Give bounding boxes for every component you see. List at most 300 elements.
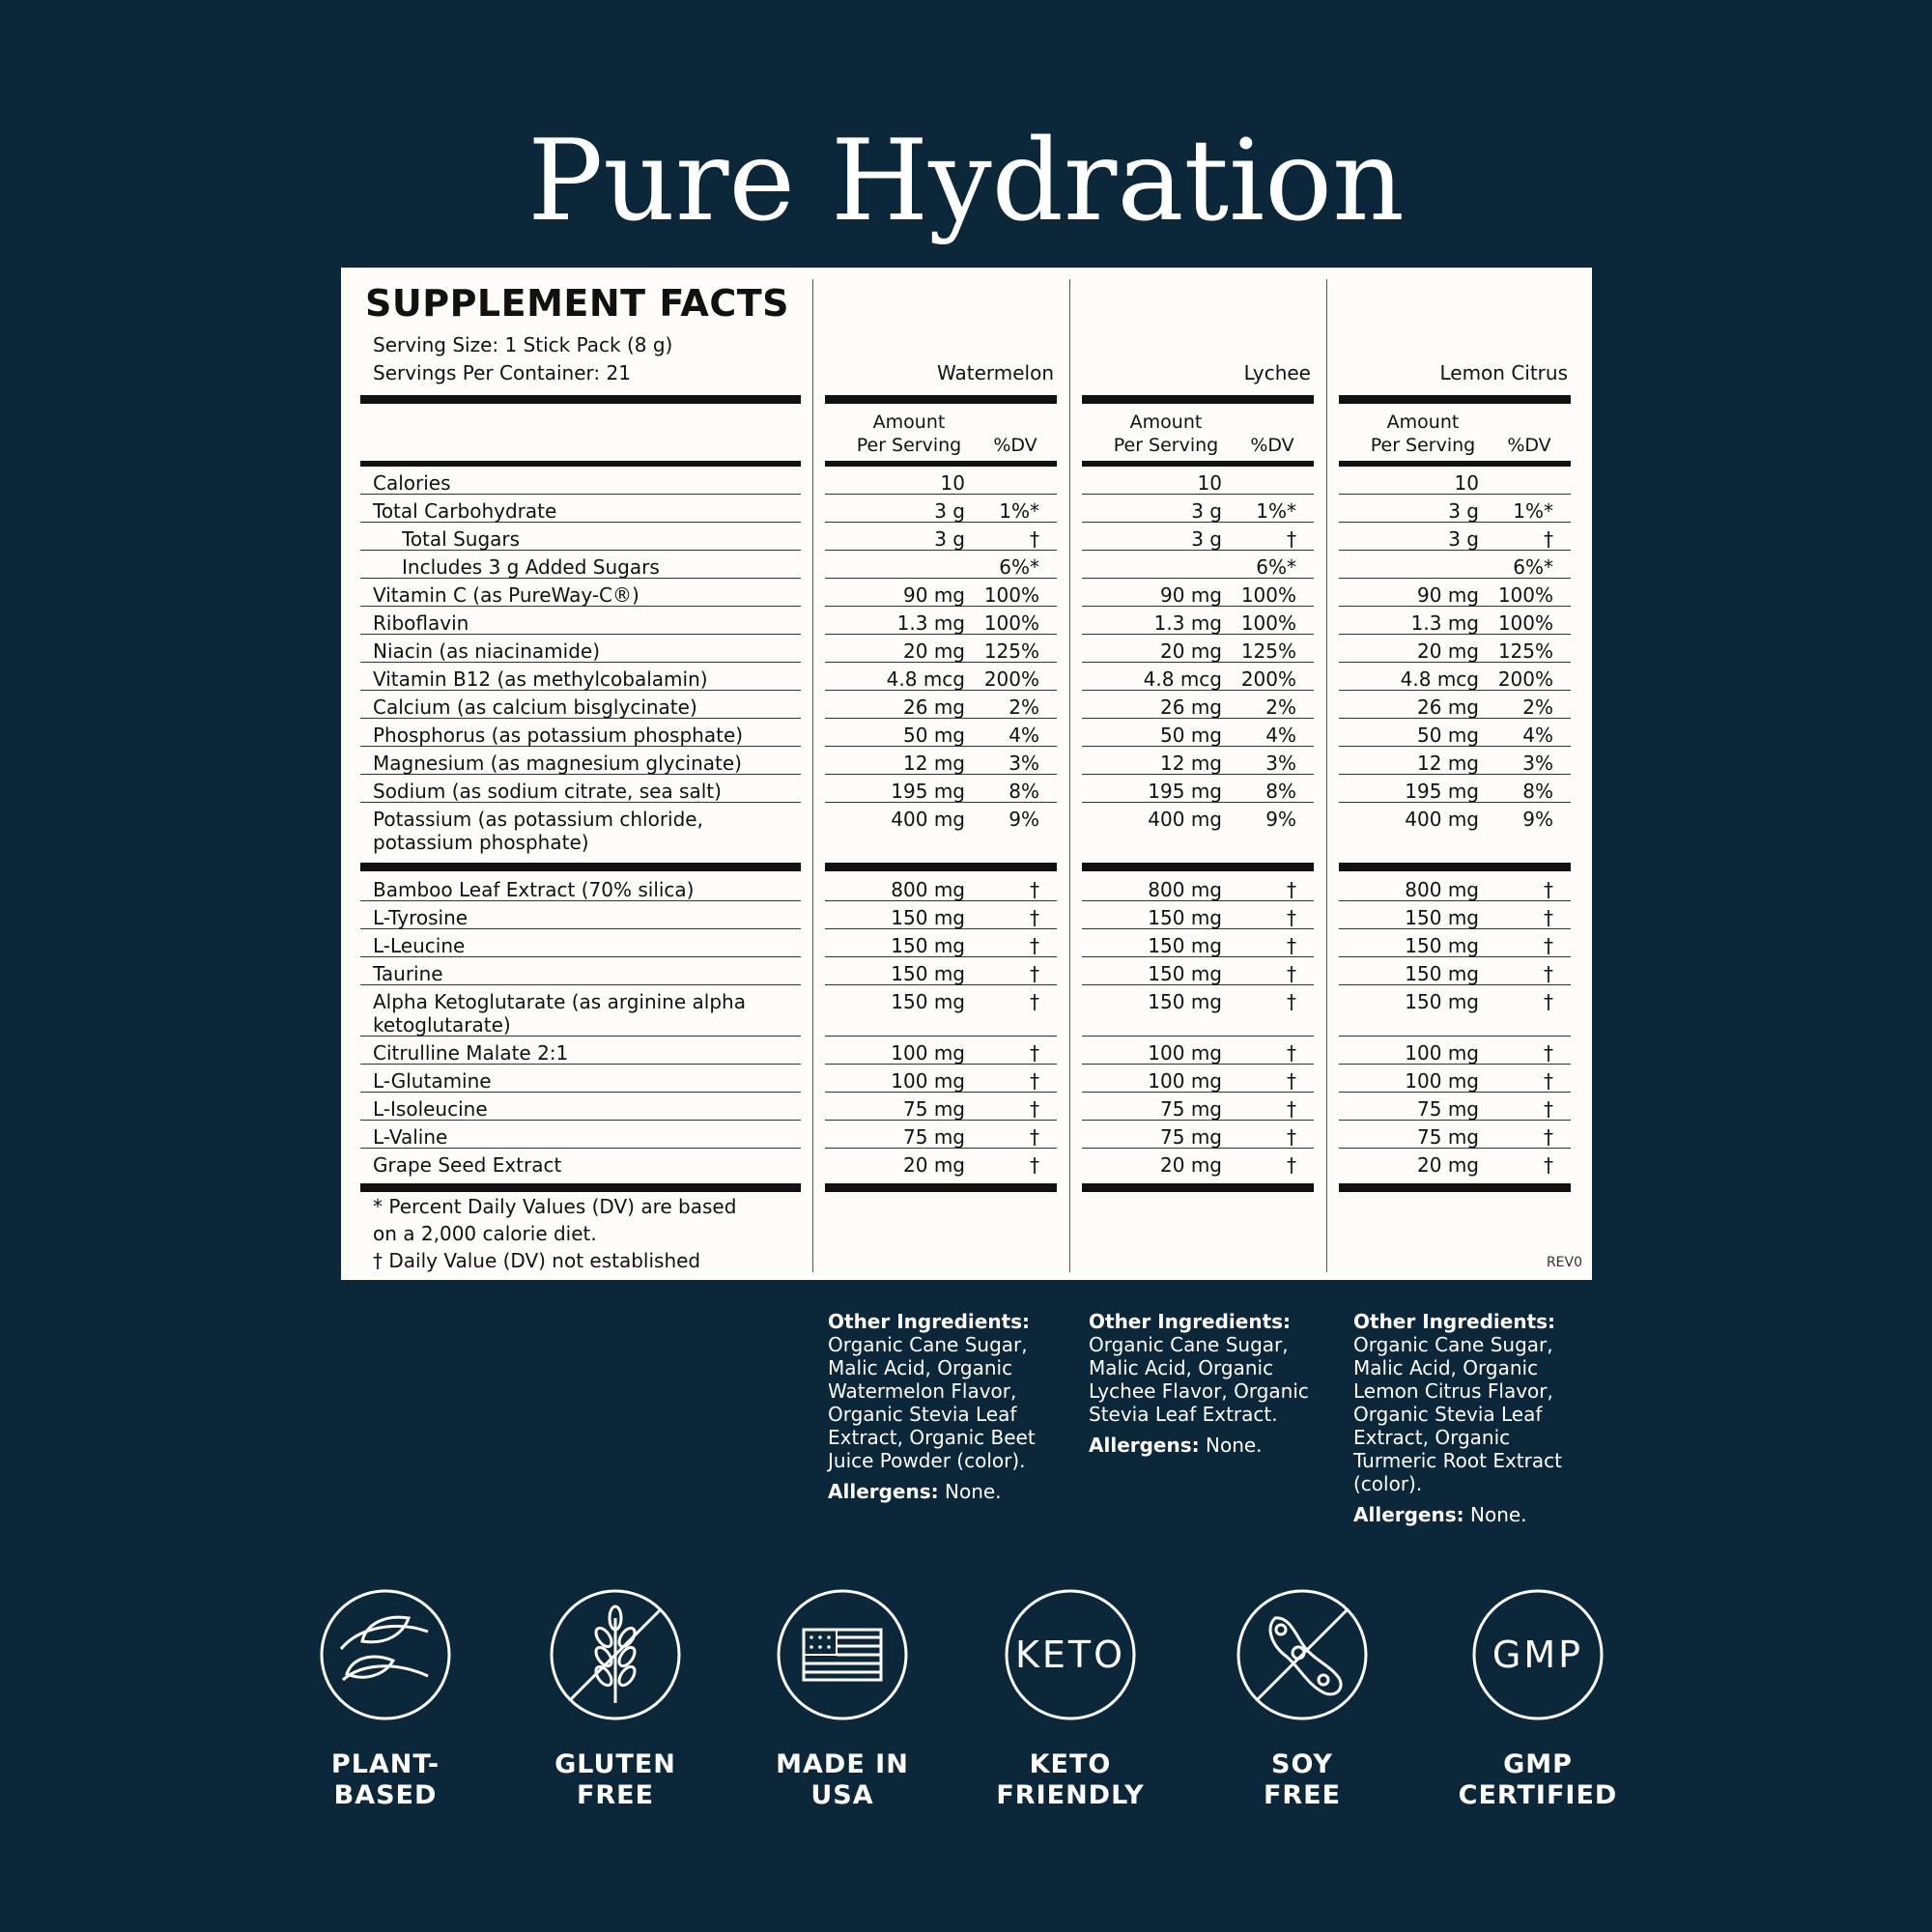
ingredients-watermelon [828, 1310, 1069, 1511]
nutrient-value-cell [825, 803, 1057, 854]
badge-gmp-certified [1441, 1589, 1634, 1811]
nutrient-value-cell [1082, 523, 1314, 551]
flavor-lychee: Lychee [1243, 361, 1311, 384]
allergens-text: None. [1206, 1434, 1263, 1457]
nutrient-value-cell [825, 551, 1057, 579]
badge-line2: FRIENDLY [996, 1780, 1145, 1810]
badge-made-in-usa [746, 1589, 939, 1811]
facts-heading: SUPPLEMENT FACTS [365, 282, 790, 325]
nutrient-row [341, 523, 1592, 551]
nutrient-row [341, 901, 1592, 929]
nutrient-row [341, 1093, 1592, 1121]
amount-per-serving: 10 [1454, 471, 1479, 495]
nutrient-value-cell [1082, 957, 1314, 985]
percent-dv: 125% [983, 639, 1039, 663]
amount-per-serving: 75 mg [1160, 1125, 1222, 1149]
amount-per-serving: 3 g [934, 499, 965, 523]
percent-dv: 200% [1497, 668, 1553, 691]
percent-dv: 9% [1522, 808, 1553, 831]
keto-icon [1005, 1589, 1136, 1720]
allergens-label: Allergens: [1353, 1503, 1464, 1526]
nutrient-value-cell [1339, 1037, 1571, 1065]
nutrient-value-cell [1082, 495, 1314, 523]
dv-label: %DV [1507, 435, 1551, 456]
nutrient-value-cell [1339, 495, 1571, 523]
amount-per-serving: 150 mg [891, 934, 965, 957]
nutrient-row [341, 1149, 1592, 1177]
nutrient-value-cell [1082, 607, 1314, 635]
amount-per-serving: 75 mg [1417, 1097, 1479, 1121]
amount-per-serving: 90 mg [1160, 583, 1222, 607]
nutrient-name: L-Valine [360, 1121, 801, 1149]
ingredients-label: Other Ingredients: [1089, 1310, 1292, 1333]
nutrient-row [341, 579, 1592, 607]
nutrient-value-cell [825, 607, 1057, 635]
percent-dv: † [1030, 1069, 1039, 1093]
nutrient-name: Total Sugars [360, 523, 801, 551]
flavor-lemon-citrus: Lemon Citrus [1439, 361, 1568, 384]
amount-per-serving: 4.8 mcg [886, 668, 965, 691]
percent-dv: 100% [1497, 583, 1553, 607]
nutrient-name: Niacin (as niacinamide) [360, 635, 801, 663]
percent-dv: † [1287, 1041, 1296, 1065]
nutrient-value-cell [1082, 551, 1314, 579]
nutrient-value-cell [1339, 985, 1571, 1037]
thick-rule [1082, 395, 1314, 404]
nutrient-name: Includes 3 g Added Sugars [360, 551, 801, 579]
nutrient-value-cell [825, 929, 1057, 957]
nutrient-value-cell [825, 1093, 1057, 1121]
nutrient-row [341, 775, 1592, 803]
nutrient-row [341, 495, 1592, 523]
nutrient-value-cell [825, 635, 1057, 663]
per-serving-label: Per Serving [1370, 435, 1476, 456]
nutrient-name: Magnesium (as magnesium glycinate) [360, 747, 801, 775]
nutrient-row [341, 691, 1592, 719]
supplement-facts-panel [341, 268, 1592, 1280]
percent-dv: 3% [1265, 752, 1296, 775]
percent-dv: † [1544, 1069, 1553, 1093]
amount-per-serving: 26 mg [903, 696, 965, 719]
amount-per-serving: 75 mg [903, 1125, 965, 1149]
leaves-icon [320, 1589, 451, 1720]
badge-plant-based [289, 1589, 482, 1811]
nutrient-row [341, 747, 1592, 775]
amount-per-serving: 100 mg [1148, 1041, 1222, 1065]
percent-dv: 4% [1265, 724, 1296, 747]
nutrient-value-cell [1082, 1037, 1314, 1065]
percent-dv: † [1544, 878, 1553, 901]
percent-dv: † [1030, 1097, 1039, 1121]
ingredients-lychee [1089, 1310, 1330, 1464]
percent-dv: 3% [1522, 752, 1553, 775]
nutrient-value-cell [825, 901, 1057, 929]
amount-per-serving: 150 mg [1405, 906, 1479, 929]
us-flag-icon [777, 1589, 908, 1720]
percent-dv: 200% [983, 668, 1039, 691]
nutrient-value-cell [1339, 747, 1571, 775]
ingredients-label: Other Ingredients: [828, 1310, 1031, 1333]
percent-dv: † [1544, 990, 1553, 1013]
badge-line1: PLANT- [330, 1749, 440, 1779]
nutrient-value-cell [1339, 803, 1571, 854]
percent-dv: 100% [1240, 583, 1296, 607]
nutrient-value-cell [1339, 873, 1571, 901]
nutrient-name: Riboflavin [360, 607, 801, 635]
badge-gluten-free [519, 1589, 712, 1811]
thick-rule [1082, 1183, 1314, 1192]
nutrient-value-cell [1339, 467, 1571, 495]
percent-dv: † [1030, 1041, 1039, 1065]
nutrient-row [341, 803, 1592, 854]
ingredients-text: Organic Cane Sugar, Malic Acid, Organic Lemon Citrus Flavor, Organic Stevia Leaf Extract, Organic Turmeric Root Extract (color). [1353, 1333, 1562, 1495]
badge-keto-friendly [974, 1589, 1167, 1811]
nutrient-value-cell [1339, 1121, 1571, 1149]
amount-per-serving: 12 mg [903, 752, 965, 775]
nutrient-row [341, 607, 1592, 635]
nutrient-row [341, 663, 1592, 691]
nutrient-value-cell [1339, 691, 1571, 719]
per-serving-label: Per Serving [1113, 435, 1219, 456]
percent-dv: † [1287, 1125, 1296, 1149]
revision-code: REV0 [1546, 1255, 1582, 1270]
nutrient-value-cell [1339, 957, 1571, 985]
ingredients-text: Organic Cane Sugar, Malic Acid, Organic Watermelon Flavor, Organic Stevia Leaf Extract, Organic Beet Juice Powder (color). [828, 1333, 1036, 1472]
thick-rule [1082, 863, 1314, 871]
nutrient-value-cell [1339, 635, 1571, 663]
percent-dv: † [1287, 962, 1296, 985]
percent-dv: 9% [1009, 808, 1039, 831]
nutrient-value-cell [825, 663, 1057, 691]
amount-per-serving: 150 mg [1148, 906, 1222, 929]
nutrient-value-cell [825, 1037, 1057, 1065]
percent-dv: 125% [1497, 639, 1553, 663]
percent-dv: † [1287, 906, 1296, 929]
percent-dv: 1%* [1513, 499, 1553, 523]
badge-line1: GMP [1503, 1749, 1573, 1779]
amount-per-serving: 20 mg [1417, 639, 1479, 663]
nutrient-row [341, 635, 1592, 663]
badge-line2: CERTIFIED [1458, 1780, 1618, 1810]
percent-dv: † [1544, 527, 1553, 551]
nutrient-value-cell [1082, 985, 1314, 1037]
amount-per-serving: 150 mg [1405, 990, 1479, 1013]
amount-label: Amount [872, 412, 946, 433]
amount-per-serving: 150 mg [1405, 962, 1479, 985]
thick-rule [825, 863, 1057, 871]
percent-dv: † [1030, 527, 1039, 551]
amount-per-serving: 150 mg [1148, 934, 1222, 957]
percent-dv: 1%* [1256, 499, 1296, 523]
amount-per-serving: 3 g [1448, 527, 1479, 551]
nutrient-value-cell [825, 691, 1057, 719]
amount-per-serving: 3 g [934, 527, 965, 551]
nutrient-value-cell [1082, 775, 1314, 803]
nutrient-name: Calcium (as calcium bisglycinate) [360, 691, 801, 719]
allergens-text: None. [1470, 1503, 1527, 1526]
percent-dv: † [1030, 906, 1039, 929]
thick-rule [1339, 1183, 1571, 1192]
amount-per-serving: 1.3 mg [1410, 611, 1479, 635]
percent-dv: † [1287, 1097, 1296, 1121]
nutrient-value-cell [1339, 719, 1571, 747]
nutrient-value-cell [1082, 663, 1314, 691]
nutrient-row [341, 1037, 1592, 1065]
thick-rule [825, 395, 1057, 404]
percent-dv: † [1287, 1069, 1296, 1093]
badge-line2: FREE [576, 1780, 655, 1810]
dv-label: %DV [993, 435, 1037, 456]
percent-dv: † [1287, 934, 1296, 957]
nutrient-value-cell [825, 719, 1057, 747]
nutrient-row [341, 873, 1592, 901]
amount-per-serving: 100 mg [1405, 1069, 1479, 1093]
percent-dv: † [1030, 878, 1039, 901]
nutrient-value-cell [825, 467, 1057, 495]
percent-dv: 8% [1265, 780, 1296, 803]
percent-dv: 200% [1240, 668, 1296, 691]
nutrient-value-cell [1339, 523, 1571, 551]
percent-dv: 100% [1497, 611, 1553, 635]
amount-per-serving: 50 mg [1417, 724, 1479, 747]
allergens-label: Allergens: [828, 1480, 939, 1503]
nutrient-value-cell [825, 873, 1057, 901]
amount-per-serving: 3 g [1191, 527, 1222, 551]
amount-per-serving: 150 mg [891, 906, 965, 929]
thick-rule [360, 1183, 801, 1192]
nutrient-value-cell [1339, 663, 1571, 691]
amount-per-serving: 150 mg [1405, 934, 1479, 957]
percent-dv: † [1544, 1041, 1553, 1065]
ingredients-text: Organic Cane Sugar, Malic Acid, Organic Lychee Flavor, Organic Stevia Leaf Extract. [1089, 1333, 1309, 1426]
percent-dv: 4% [1522, 724, 1553, 747]
amount-per-serving: 100 mg [1148, 1069, 1222, 1093]
nutrient-value-cell [1339, 901, 1571, 929]
amount-per-serving: 20 mg [1417, 1153, 1479, 1177]
percent-dv: 100% [983, 611, 1039, 635]
percent-dv: † [1287, 990, 1296, 1013]
nutrient-value-cell [1339, 1065, 1571, 1093]
gmp-icon-text: GMP [1492, 1634, 1584, 1676]
ingredients-label: Other Ingredients: [1353, 1310, 1556, 1333]
amount-per-serving: 1.3 mg [1153, 611, 1222, 635]
thick-rule [1339, 863, 1571, 871]
nutrient-value-cell [1082, 691, 1314, 719]
badge-line2: BASED [333, 1780, 438, 1810]
amount-per-serving: 26 mg [1417, 696, 1479, 719]
nutrient-value-cell [825, 775, 1057, 803]
amount-per-serving: 400 mg [1405, 808, 1479, 831]
flavor-watermelon: Watermelon [936, 361, 1054, 384]
nutrient-value-cell [825, 1121, 1057, 1149]
amount-per-serving: 150 mg [891, 962, 965, 985]
amount-per-serving: 50 mg [903, 724, 965, 747]
nutrient-value-cell [1339, 1149, 1571, 1177]
percent-dv: 100% [1240, 611, 1296, 635]
percent-dv: † [1287, 878, 1296, 901]
percent-dv: 6%* [1256, 555, 1296, 579]
badge-line2: FREE [1263, 1780, 1342, 1810]
nutrient-value-cell [825, 1065, 1057, 1093]
amount-per-serving: 4.8 mcg [1400, 668, 1479, 691]
nutrient-name: Phosphorus (as potassium phosphate) [360, 719, 801, 747]
percent-dv: † [1544, 934, 1553, 957]
nutrient-name: L-Isoleucine [360, 1093, 801, 1121]
thick-rule [360, 395, 801, 404]
amount-per-serving: 195 mg [1405, 780, 1479, 803]
amount-per-serving: 3 g [1191, 499, 1222, 523]
amount-per-serving: 150 mg [1148, 962, 1222, 985]
amount-per-serving: 100 mg [1405, 1041, 1479, 1065]
nutrient-name: Vitamin B12 (as methylcobalamin) [360, 663, 801, 691]
amount-per-serving: 3 g [1448, 499, 1479, 523]
percent-dv: 4% [1009, 724, 1039, 747]
nutrient-value-cell [1082, 747, 1314, 775]
percent-dv: 8% [1009, 780, 1039, 803]
percent-dv: 1%* [999, 499, 1039, 523]
nutrient-row [341, 1121, 1592, 1149]
percent-dv: † [1287, 527, 1296, 551]
amount-per-serving: 20 mg [903, 1153, 965, 1177]
nutrient-value-cell [825, 985, 1057, 1037]
percent-dv: † [1030, 1125, 1039, 1149]
nutrient-value-cell [1082, 929, 1314, 957]
amount-per-serving: 50 mg [1160, 724, 1222, 747]
amount-per-serving: 100 mg [891, 1041, 965, 1065]
allergens-label: Allergens: [1089, 1434, 1200, 1457]
percent-dv: 2% [1265, 696, 1296, 719]
amount-per-serving: 195 mg [891, 780, 965, 803]
percent-dv: † [1544, 906, 1553, 929]
thick-rule [825, 1183, 1057, 1192]
soy-crossed-icon [1236, 1589, 1368, 1720]
percent-dv: † [1544, 962, 1553, 985]
nutrient-value-cell [1082, 579, 1314, 607]
nutrient-value-cell [1339, 607, 1571, 635]
nutrient-row [341, 985, 1592, 1037]
amount-per-serving: 75 mg [1160, 1097, 1222, 1121]
nutrient-name: Citrulline Malate 2:1 [360, 1037, 801, 1065]
amount-per-serving: 12 mg [1417, 752, 1479, 775]
nutrient-name: Sodium (as sodium citrate, sea salt) [360, 775, 801, 803]
gmp-icon [1472, 1589, 1604, 1720]
thick-rule [360, 863, 801, 871]
amount-per-serving: 90 mg [1417, 583, 1479, 607]
servings-per-container: Servings Per Container: 21 [373, 361, 631, 384]
percent-dv: 6%* [1513, 555, 1553, 579]
amount-per-serving: 400 mg [1148, 808, 1222, 831]
nutrient-value-cell [1082, 873, 1314, 901]
amount-per-serving: 4.8 mcg [1143, 668, 1222, 691]
amount-per-serving: 800 mg [1148, 878, 1222, 901]
nutrient-name: Bamboo Leaf Extract (70% silica) [360, 873, 801, 901]
nutrient-name: Calories [360, 467, 801, 495]
percent-dv: † [1030, 962, 1039, 985]
nutrient-name: Taurine [360, 957, 801, 985]
nutrient-value-cell [1339, 579, 1571, 607]
nutrient-name: Total Carbohydrate [360, 495, 801, 523]
amount-per-serving: 20 mg [1160, 1153, 1222, 1177]
amount-per-serving: 12 mg [1160, 752, 1222, 775]
nutrient-value-cell [825, 579, 1057, 607]
footnote-dv-not-established: † Daily Value (DV) not established [373, 1249, 701, 1272]
nutrient-value-cell [825, 957, 1057, 985]
nutrient-value-cell [1082, 719, 1314, 747]
nutrient-name: L-Leucine [360, 929, 801, 957]
amount-per-serving: 20 mg [1160, 639, 1222, 663]
amount-per-serving: 20 mg [903, 639, 965, 663]
amount-per-serving: 400 mg [891, 808, 965, 831]
percent-dv: 100% [983, 583, 1039, 607]
nutrient-row [341, 551, 1592, 579]
amount-per-serving: 150 mg [891, 990, 965, 1013]
dv-label: %DV [1250, 435, 1294, 456]
nutrient-name: Grape Seed Extract [373, 1153, 562, 1177]
amount-per-serving: 90 mg [903, 583, 965, 607]
nutrient-name: Alpha Ketoglutarate (as arginine alpha ketoglutarate) [360, 985, 801, 1037]
amount-per-serving: 75 mg [1417, 1125, 1479, 1149]
nutrient-row [341, 929, 1592, 957]
percent-dv: † [1287, 1153, 1296, 1177]
nutrient-value-cell [1082, 1121, 1314, 1149]
nutrient-section-1 [341, 467, 1592, 854]
badge-soy-free [1206, 1589, 1399, 1811]
nutrient-value-cell [1082, 1149, 1314, 1177]
nutrient-row [341, 957, 1592, 985]
amount-per-serving: 10 [1197, 471, 1222, 495]
nutrient-name: Vitamin C (as PureWay-C®) [360, 579, 801, 607]
badge-line2: USA [810, 1780, 874, 1810]
amount-per-serving: 150 mg [1148, 990, 1222, 1013]
nutrient-value-cell [1339, 929, 1571, 957]
nutrient-value-cell [1082, 901, 1314, 929]
nutrient-row [341, 467, 1592, 495]
amount-per-serving: 26 mg [1160, 696, 1222, 719]
nutrient-value-cell [1082, 1065, 1314, 1093]
badge-line1: MADE IN [776, 1749, 909, 1779]
wheat-crossed-icon [550, 1589, 681, 1720]
badge-line1: GLUTEN [554, 1749, 676, 1779]
per-serving-label: Per Serving [856, 435, 962, 456]
keto-icon-text: KETO [1014, 1634, 1126, 1676]
percent-dv: † [1030, 990, 1039, 1013]
nutrient-value-cell [1082, 803, 1314, 854]
percent-dv: 8% [1522, 780, 1553, 803]
serving-size: Serving Size: 1 Stick Pack (8 g) [373, 333, 673, 356]
amount-per-serving: 195 mg [1148, 780, 1222, 803]
amount-per-serving: 1.3 mg [896, 611, 965, 635]
amount-per-serving: 10 [940, 471, 965, 495]
nutrient-value-cell [1082, 1093, 1314, 1121]
thick-rule [1339, 395, 1571, 404]
nutrient-value-cell [825, 747, 1057, 775]
amount-per-serving: 75 mg [903, 1097, 965, 1121]
amount-per-serving: 800 mg [891, 878, 965, 901]
percent-dv: † [1544, 1125, 1553, 1149]
percent-dv: † [1544, 1153, 1553, 1177]
nutrient-value-cell [1339, 1093, 1571, 1121]
nutrient-value-cell [825, 523, 1057, 551]
nutrient-value-cell [825, 495, 1057, 523]
nutrient-name: L-Tyrosine [360, 901, 801, 929]
badge-line1: KETO [1029, 1749, 1112, 1779]
nutrient-value-cell [1339, 551, 1571, 579]
nutrient-row [341, 1065, 1592, 1093]
percent-dv: 2% [1522, 696, 1553, 719]
nutrient-section-2 [341, 873, 1592, 1177]
footnote-dv-basis: * Percent Daily Values (DV) are based [373, 1195, 737, 1218]
percent-dv: † [1030, 934, 1039, 957]
